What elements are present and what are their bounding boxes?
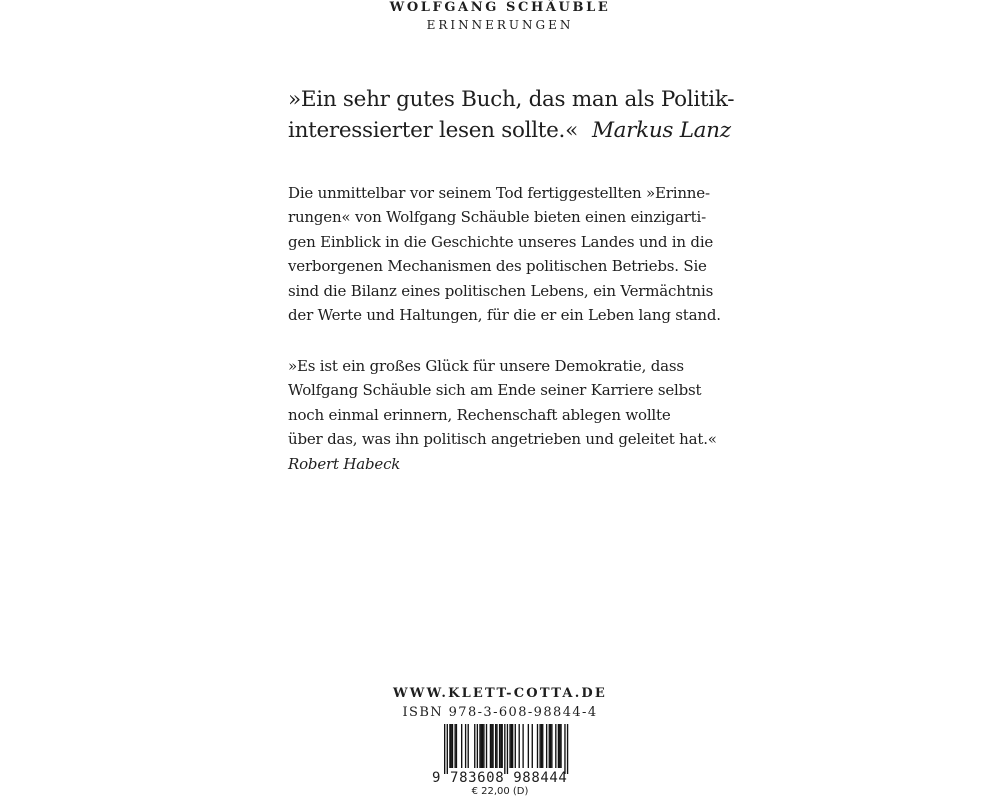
second-quote-line: noch einmal erinnern, Rechenschaft ablegen wollte <box>288 405 671 424</box>
barcode-bar <box>504 724 505 774</box>
barcode-bar <box>537 724 538 768</box>
barcode-bar <box>483 724 484 768</box>
isbn-number: ISBN 978-3-608-98844-4 <box>402 705 598 720</box>
barcode-bar <box>444 724 445 774</box>
barcode-bar <box>474 724 475 768</box>
publisher-website: WWW.KLETT-COTTA.DE <box>392 686 607 701</box>
barcode-bar <box>558 724 559 768</box>
price-label: € 22,00 (D) <box>471 786 529 797</box>
blurb-line: verborgenen Mechanismen des politischen Betriebs. Sie <box>288 257 707 276</box>
barcode-bar <box>502 724 503 768</box>
pull-quote-author: Markus Lanz <box>591 118 731 143</box>
barcode-bar <box>550 724 551 768</box>
barcode-bar <box>549 724 550 768</box>
pull-quote-line: »Ein sehr gutes Buch, das man als Politik- <box>288 87 735 112</box>
barcode-bar <box>522 724 523 768</box>
barcode-bar <box>560 724 561 768</box>
barcode-bar <box>486 724 487 768</box>
second-quote-line: über das, was ihn politisch angetrieben und geleitet hat.« <box>288 430 717 449</box>
barcode-bar <box>511 724 512 768</box>
barcode-bar <box>481 724 482 768</box>
pull-quote-line <box>288 115 731 146</box>
barcode-bar <box>564 724 565 774</box>
book-title: ERINNERUNGEN <box>426 18 574 32</box>
barcode-bar <box>451 724 452 768</box>
author-name: WOLFGANG SCHÄUBLE <box>389 0 611 15</box>
blurb-paragraph <box>288 181 728 327</box>
barcode-bar <box>507 724 508 774</box>
barcode-bar <box>492 724 493 768</box>
barcode-bar <box>541 724 542 768</box>
barcode-bar <box>491 724 492 768</box>
barcode-bar <box>496 724 497 768</box>
barcode-bar <box>528 724 529 768</box>
barcode-bar <box>465 724 466 768</box>
barcode-bar <box>509 724 510 768</box>
blurb-line: der Werte und Haltungen, für die er ein Leben lang stand. <box>288 306 721 325</box>
blurb-line: rungen« von Wolfgang Schäuble bieten einen einzigarti- <box>288 208 706 227</box>
barcode-bar <box>551 724 552 768</box>
barcode-bar <box>456 724 457 768</box>
pull-quote-line-text: interessierter lesen sollte.« <box>288 118 578 143</box>
barcode-bar <box>546 724 547 768</box>
barcode-bar <box>555 724 556 768</box>
barcode-bar <box>532 724 533 768</box>
barcode-bar <box>479 724 480 768</box>
blurb-line: sind die Bilanz eines politischen Lebens, ein Vermächtnis <box>288 281 714 300</box>
barcode-bar <box>559 724 560 768</box>
barcode-bar <box>542 724 543 768</box>
barcode-bar <box>499 724 500 768</box>
barcode-bar <box>449 724 450 768</box>
barcode-bar <box>452 724 453 768</box>
second-quote <box>288 354 728 476</box>
pull-quote <box>288 84 735 146</box>
barcode-bar <box>454 724 455 768</box>
barcode-bar <box>495 724 496 768</box>
barcode-bar <box>477 724 478 768</box>
barcode-bar <box>515 724 516 768</box>
second-quote-author: Robert Habeck <box>288 454 401 473</box>
blurb-line: Die unmittelbar vor seinem Tod fertiggestellten »Erinne- <box>288 184 710 202</box>
barcode-bar <box>512 724 513 768</box>
second-quote-line: »Es ist ein großes Glück für unsere Demokratie, dass <box>288 357 684 375</box>
barcode-bar <box>567 724 568 774</box>
barcode-bar <box>519 724 520 768</box>
barcode-bar <box>500 724 501 768</box>
barcode-bar <box>461 724 462 768</box>
barcode-bar <box>482 724 483 768</box>
barcode-bar <box>539 724 540 768</box>
barcode-bar <box>490 724 491 768</box>
blurb-line: gen Einblick in die Geschichte unseres Landes und in die <box>288 232 714 251</box>
barcode-bar <box>447 724 448 774</box>
second-quote-line: Wolfgang Schäuble sich am Ende seiner Karriere selbst <box>288 381 702 400</box>
barcode-digits: 9 783608 988444 <box>432 770 568 786</box>
barcode-bar <box>468 724 469 768</box>
